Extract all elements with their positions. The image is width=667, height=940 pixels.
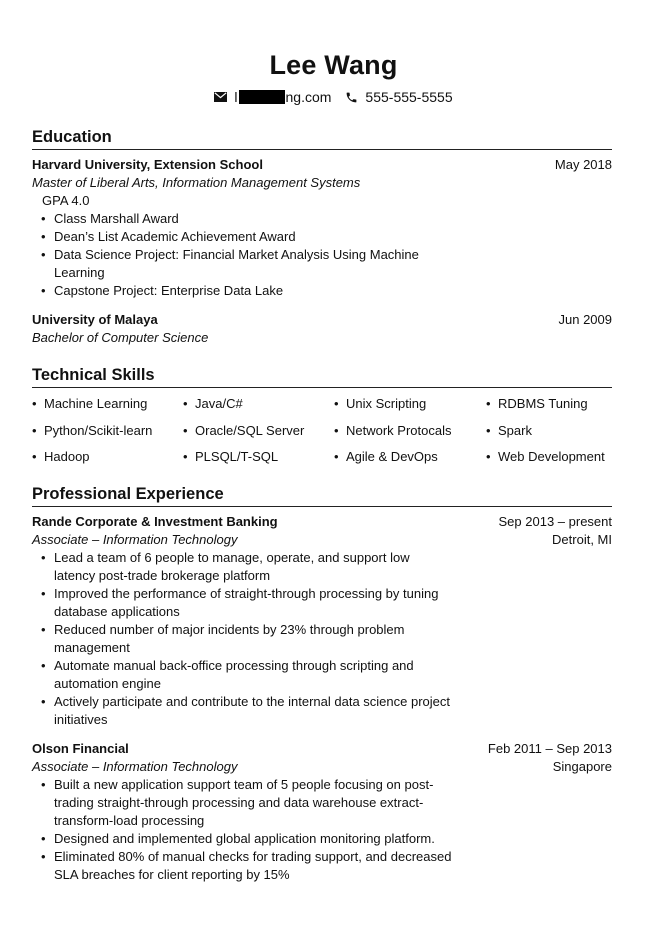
company-name: Rande Corporate & Investment Banking bbox=[32, 514, 278, 529]
list-item: • Class Marshall Award bbox=[54, 210, 454, 228]
envelope-icon bbox=[214, 92, 227, 102]
experience-entry bbox=[32, 513, 612, 729]
experience-entry bbox=[32, 740, 612, 884]
email-address bbox=[234, 89, 331, 105]
list-item: • Dean’s List Academic Achievement Award bbox=[54, 228, 454, 246]
job-location: Singapore bbox=[552, 759, 612, 774]
school-name: Harvard University, Extension School bbox=[32, 157, 263, 172]
list-item: • Actively participate and contribute to the internal data science project initiatives bbox=[54, 693, 454, 729]
list-item: • Lead a team of 6 people to manage, operate, and support low latency post-trade brokerage platform bbox=[54, 549, 454, 585]
education-heading: Education bbox=[32, 127, 612, 150]
job-title: Associate – Information Technology bbox=[32, 759, 238, 774]
skill-item: • Oracle/SQL Server bbox=[183, 422, 334, 440]
skills-section bbox=[32, 365, 612, 388]
list-item: • Improved the performance of straight-through processing by tuning database applications bbox=[54, 585, 454, 621]
job-location: Detroit, MI bbox=[552, 532, 612, 547]
skill-item: • Spark bbox=[486, 422, 626, 440]
skill-item: • PLSQL/T-SQL bbox=[183, 448, 334, 466]
list-item: • Capstone Project: Enterprise Data Lake bbox=[54, 282, 454, 300]
skill-item: • Unix Scripting bbox=[334, 395, 486, 413]
education-entry bbox=[32, 311, 612, 347]
contact-line bbox=[0, 89, 667, 105]
degree: Master of Liberal Arts, Information Management Systems bbox=[32, 175, 361, 190]
list-item: • Automate manual back-office processing through scripting and automation engine bbox=[54, 657, 424, 693]
experience-bullets bbox=[32, 776, 612, 884]
skill-item: • Network Protocals bbox=[334, 422, 486, 440]
skill-item: • Agile & DevOps bbox=[334, 448, 486, 466]
candidate-name: Lee Wang bbox=[269, 50, 398, 80]
email-prefix: l bbox=[234, 89, 238, 105]
entry-subheader bbox=[32, 758, 612, 776]
company-name: Olson Financial bbox=[32, 741, 129, 756]
email-contact[interactable] bbox=[214, 89, 331, 105]
list-item: • Built a new application support team of 5 people focusing on post-trading straight-through processing and data warehouse extract-transform-load processing bbox=[54, 776, 439, 830]
school-name: University of Malaya bbox=[32, 312, 158, 327]
phone-contact[interactable] bbox=[345, 89, 452, 105]
list-item: • Eliminated 80% of manual checks for trading support, and decreased SLA breaches for client reporting by 15% bbox=[54, 848, 454, 884]
graduation-date: May 2018 bbox=[554, 157, 612, 172]
entry-header bbox=[32, 311, 612, 329]
skill-item: • Java/C# bbox=[183, 395, 334, 413]
email-redaction bbox=[239, 90, 285, 104]
education-section bbox=[32, 127, 612, 150]
education-bullets bbox=[32, 210, 612, 300]
entry-subheader bbox=[32, 531, 612, 549]
skill-item: • Python/Scikit-learn bbox=[32, 422, 183, 440]
experience-heading: Professional Experience bbox=[32, 484, 612, 507]
skills-heading: Technical Skills bbox=[32, 365, 612, 388]
phone-icon bbox=[345, 91, 358, 104]
employment-dates: Feb 2011 – Sep 2013 bbox=[487, 741, 612, 756]
list-item: • Reduced number of major incidents by 23% through problem management bbox=[54, 621, 414, 657]
list-item: • Designed and implemented global application monitoring platform. bbox=[54, 830, 454, 848]
entry-header bbox=[32, 740, 612, 758]
gpa: GPA 4.0 bbox=[42, 193, 90, 208]
experience-bullets bbox=[32, 549, 612, 729]
entry-header bbox=[32, 513, 612, 531]
phone-number: 555-555-5555 bbox=[365, 89, 453, 105]
job-title: Associate – Information Technology bbox=[32, 532, 238, 547]
graduation-date: Jun 2009 bbox=[558, 312, 612, 327]
skill-item: • Hadoop bbox=[32, 448, 183, 466]
skill-item: • Machine Learning bbox=[32, 395, 183, 413]
skill-item: • Web Development bbox=[486, 448, 626, 466]
skills-list bbox=[32, 395, 622, 466]
email-suffix: ng.com bbox=[285, 89, 332, 105]
employment-dates: Sep 2013 – present bbox=[498, 514, 612, 529]
degree: Bachelor of Computer Science bbox=[32, 330, 209, 345]
experience-section bbox=[32, 484, 612, 507]
entry-header bbox=[32, 156, 612, 174]
skill-item: • RDBMS Tuning bbox=[486, 395, 626, 413]
list-item: • Data Science Project: Financial Market Analysis Using Machine Learning bbox=[54, 246, 424, 282]
education-entry bbox=[32, 156, 612, 300]
